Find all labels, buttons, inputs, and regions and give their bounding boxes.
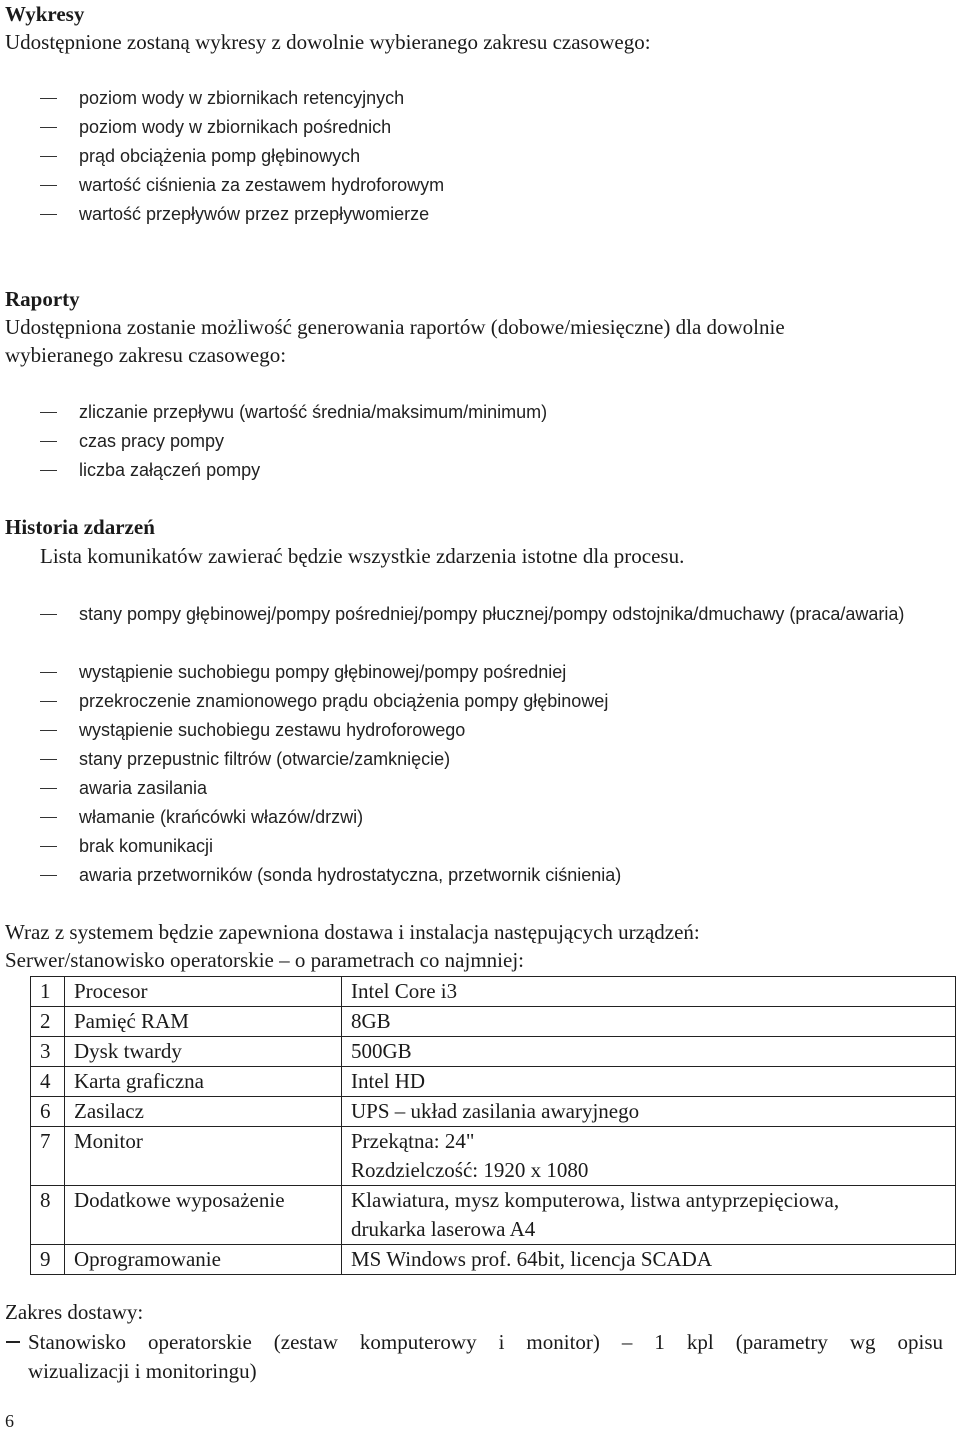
dash-bullet-icon	[40, 788, 57, 789]
row-number: 8	[31, 1186, 65, 1245]
dash-bullet-icon	[6, 1341, 20, 1343]
value-line: MS Windows prof. 64bit, licencja SCADA	[351, 1247, 712, 1271]
component-name: Procesor	[65, 977, 342, 1007]
dash-bullet-icon	[40, 759, 57, 760]
row-number: 3	[31, 1037, 65, 1067]
value-line: Przekątna: 24"	[351, 1129, 475, 1153]
table-row	[31, 1007, 956, 1037]
row-number: 1	[31, 977, 65, 1007]
component-value	[342, 1127, 956, 1186]
table-row	[31, 1067, 956, 1097]
raporty-heading: Raporty	[5, 287, 80, 311]
spec-table	[30, 976, 956, 1275]
page-number: 6	[5, 1411, 14, 1431]
dash-bullet-icon	[40, 412, 57, 413]
value-line: 8GB	[351, 1009, 391, 1033]
row-number: 9	[31, 1245, 65, 1275]
table-row	[31, 1127, 956, 1186]
wykresy-intro: Udostępnione zostaną wykresy z dowolnie wybieranego zakresu czasowego:	[5, 30, 651, 54]
value-line: Intel Core i3	[351, 979, 458, 1003]
dash-bullet-icon	[40, 817, 57, 818]
component-name: Pamięć RAM	[65, 1007, 342, 1037]
row-number: 7	[31, 1127, 65, 1186]
row-number: 2	[31, 1007, 65, 1037]
table-row	[31, 1097, 956, 1127]
dash-bullet-icon	[40, 470, 57, 471]
dash-bullet-icon	[40, 672, 57, 673]
wykresy-heading: Wykresy	[5, 2, 85, 26]
table-row	[31, 1245, 956, 1275]
zakres-item	[0, 1328, 960, 1386]
component-name: Dysk twardy	[65, 1037, 342, 1067]
server-requirements-intro: Serwer/stanowisko operatorskie – o parametrach co najmniej:	[5, 948, 524, 972]
dash-bullet-icon	[40, 730, 57, 731]
component-value	[342, 977, 956, 1007]
value-line: UPS – układ zasilania awaryjnego	[351, 1099, 640, 1123]
value-line: Rozdzielczość: 1920 x 1080	[351, 1158, 589, 1182]
component-name: Dodatkowe wyposażenie	[65, 1186, 342, 1245]
component-value	[342, 1245, 956, 1275]
component-value	[342, 1186, 956, 1245]
system-intro: Wraz z systemem będzie zapewniona dostawa i instalacja następujących urządzeń:	[5, 920, 700, 944]
historia-intro: Lista komunikatów zawierać będzie wszystkie zdarzenia istotne dla procesu.	[40, 544, 685, 568]
raporty-intro-line2: wybieranego zakresu czasowego:	[5, 343, 287, 367]
dash-bullet-icon	[40, 214, 57, 215]
zakres-heading: Zakres dostawy:	[5, 1300, 144, 1324]
value-line: 500GB	[351, 1039, 412, 1063]
table-row	[31, 1037, 956, 1067]
raporty-intro-line1: Udostępniona zostanie możliwość generowania raportów (dobowe/miesięczne) dla dowolnie	[5, 315, 785, 339]
row-number: 4	[31, 1067, 65, 1097]
value-line: drukarka laserowa A4	[351, 1217, 536, 1241]
component-name: Oprogramowanie	[65, 1245, 342, 1275]
dash-bullet-icon	[40, 846, 57, 847]
component-value	[342, 1097, 956, 1127]
component-value	[342, 1067, 956, 1097]
dash-bullet-icon	[40, 701, 57, 702]
dash-bullet-icon	[40, 98, 57, 99]
dash-bullet-icon	[40, 441, 57, 442]
dash-bullet-icon	[40, 127, 57, 128]
dash-bullet-icon	[40, 185, 57, 186]
dash-bullet-icon	[40, 875, 57, 876]
dash-bullet-icon	[40, 614, 57, 615]
dash-bullet-icon	[40, 156, 57, 157]
component-name: Karta graficzna	[65, 1067, 342, 1097]
component-value	[342, 1007, 956, 1037]
value-line: Klawiatura, mysz komputerowa, listwa antyprzepięciowa,	[351, 1188, 840, 1212]
component-value	[342, 1037, 956, 1067]
table-row	[31, 1186, 956, 1245]
historia-heading: Historia zdarzeń	[5, 515, 155, 539]
component-name: Monitor	[65, 1127, 342, 1186]
row-number: 6	[31, 1097, 65, 1127]
zakres-item-line1: Stanowisko operatorskie (zestaw komputerowy i monitor) – 1 kpl (parametry wg opisu	[28, 1330, 943, 1354]
zakres-item-line2: wizualizacji i monitoringu)	[28, 1359, 257, 1383]
component-name: Zasilacz	[65, 1097, 342, 1127]
value-line: Intel HD	[351, 1069, 426, 1093]
table-row	[31, 977, 956, 1007]
